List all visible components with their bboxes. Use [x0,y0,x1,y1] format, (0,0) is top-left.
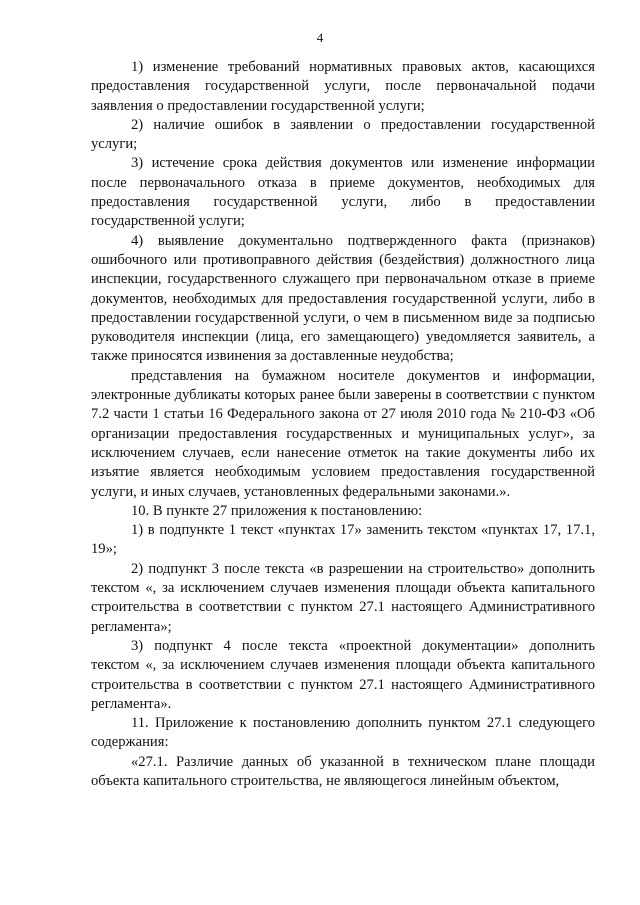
paragraph-item-3: 3) истечение срока действия документов или изменение информации после первоначального отказа в приеме документов, необходимых для предоставления государственной услуги, либо в предоставлении государственной услуги; [91,155,595,230]
paragraph-section-11: 11. Приложение к постановлению дополнить пунктом 27.1 следующего содержания: [91,715,595,751]
paragraph-item-2: 2) наличие ошибок в заявлении о предоставлении государственной услуги; [91,116,595,153]
paragraph-documents-exception: представления на бумажном носителе документов и информации, электронные дубликаты которых ранее были заверены в соответствии с пунктом 7.2 части 1 статьи 16 Федерального закона от 27 июля 2010 года № 210-ФЗ «Об организации предоставления государственных и муниципальных услуг», за исключением случаев, если нанесение отметок на такие документы либо их изъятие является необходимым условием предоставления государственной услуги, и иных случаев, установленных федеральными законами.». [91,367,595,500]
page-number: 4 [316,30,324,45]
paragraph-section-10-item-2: 2) подпункт 3 после текста «в разрешении на строительство» дополнить текстом «, за исключением случаев изменения площади объекта капитального строительства в соответствии с пунктом 27.1 настоящего Административного регламента»; [91,560,595,635]
paragraph-item-1: 1) изменение требований нормативных правовых актов, касающихся предоставления государственной услуги, после первоначальной подачи заявления о предоставлении государственной услуги; [91,59,595,114]
paragraph-section-10-item-1: 1) в подпункте 1 текст «пунктах 17» заменить текстом «пунктах 17, 17.1, 19»; [91,522,595,558]
paragraph-item-4: 4) выявление документально подтвержденного факта (признаков) ошибочного или противоправного действия (бездействия) должностного лица инспекции, государственного служащего при первоначальном отказе в приеме документов, необходимых для предоставления государственной услуги, либо в предоставлении государственной услуги, о чем в письменном виде за подписью руководителя инспекции (лица, его замещающего) уведомляется заявитель, а также приносятся извинения за доставленные неудобства; [91,232,595,365]
paragraph-section-10-item-3: 3) подпункт 4 после текста «проектной документации» дополнить текстом «, за исключением случаев изменения площади объекта капитального строительства в соответствии с пунктом 27.1 настоящего Административного регламента». [91,637,595,712]
paragraph-section-10: 10. В пункте 27 приложения к постановлению: [131,502,423,519]
document-body [91,58,595,791]
paragraph-section-27-1: «27.1. Различие данных об указанной в техническом плане площади объекта капитального строительства, не являющегося линейным объектом, [91,753,595,789]
